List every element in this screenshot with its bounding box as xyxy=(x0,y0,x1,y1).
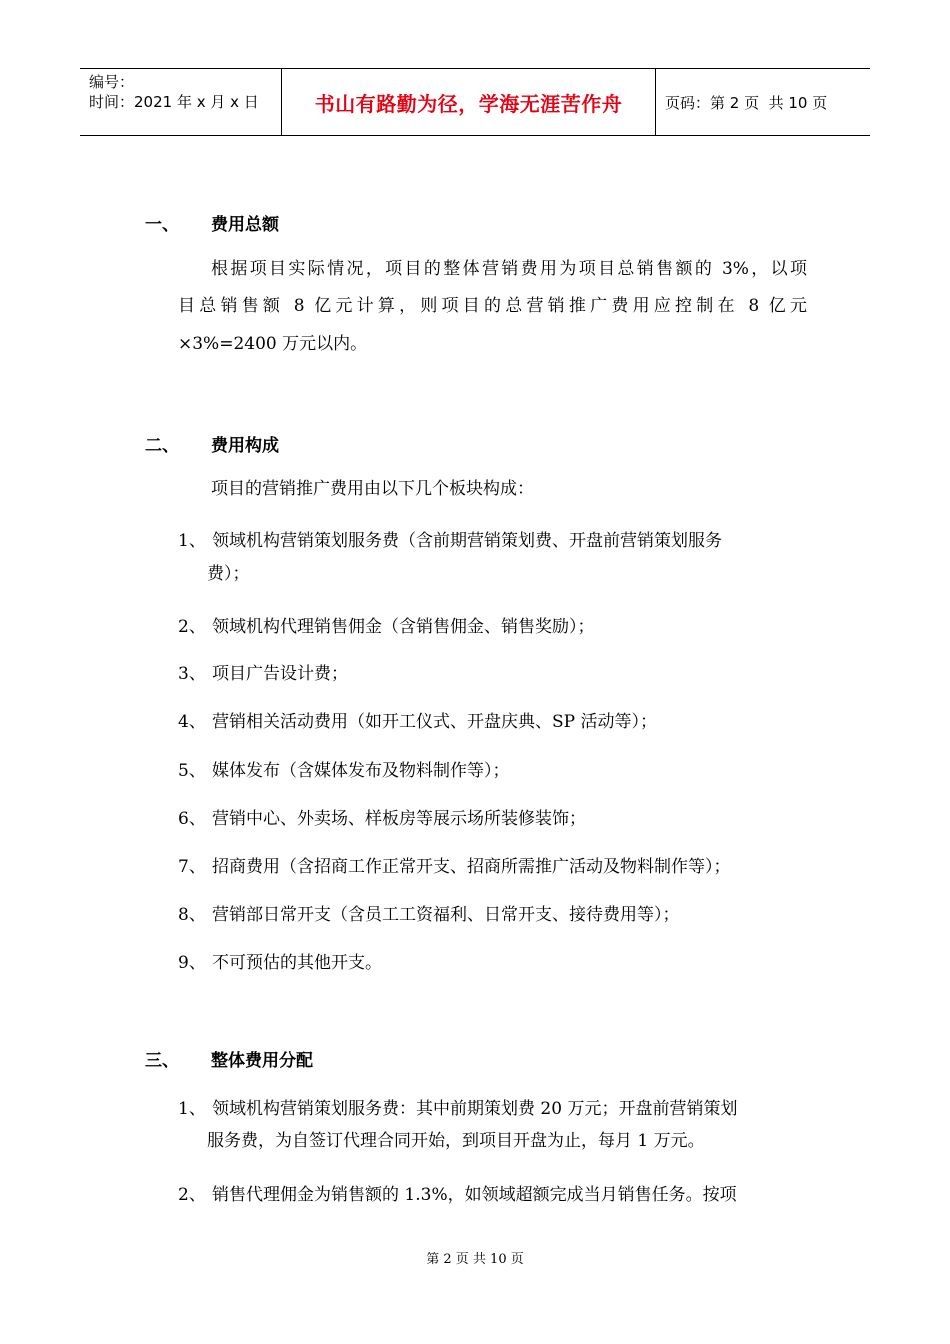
document-header xyxy=(80,68,870,136)
section-heading xyxy=(145,1046,313,1071)
header-meta xyxy=(80,69,282,135)
section-title: 费用构成 xyxy=(211,436,279,456)
page-footer xyxy=(0,1248,950,1267)
list-item-text: 不可预估的其他开支。 xyxy=(212,953,382,973)
footer-page-number: 第 2 页 共 10 页 xyxy=(426,1252,524,1267)
list-item-text: 领域机构营销策划服务费（含前期营销策划费、开盘前营销策划服务 xyxy=(212,531,722,551)
header-page-code xyxy=(656,69,870,135)
list-item-index: 2、 xyxy=(178,1185,206,1205)
section-intro: 项目的营销推广费用由以下几个板块构成： xyxy=(211,479,534,499)
list-item-index: 1、 xyxy=(178,531,206,551)
list-item xyxy=(178,707,657,732)
list-item-text: 领域机构代理销售佣金（含销售佣金、销售奖励）； xyxy=(212,617,595,637)
list-item xyxy=(178,852,731,877)
list-item-continuation: 服务费，为自签订代理合同开始，到项目开盘为止，每月 1 万元。 xyxy=(207,1131,705,1151)
list-item xyxy=(178,900,680,925)
list-item-text: 项目广告设计费； xyxy=(212,664,348,684)
list-item-text: 媒体发布（含媒体发布及物料制作等）； xyxy=(212,761,510,781)
section-title: 整体费用分配 xyxy=(211,1051,313,1071)
paragraph-line: 根据项目实际情况，项目的整体营销费用为项目总销售额的 3%，以项 xyxy=(211,259,807,279)
section-number: 二、 xyxy=(145,436,179,456)
list-item-index: 9、 xyxy=(178,953,206,973)
list-item xyxy=(178,1180,737,1205)
section-heading xyxy=(145,431,279,456)
paragraph-line: ×3%=2400 万元以内。 xyxy=(178,334,368,354)
document-time: 时间：2021 年 x 月 x 日 xyxy=(89,93,259,111)
page-code-text: 页码：第 2 页 共 10 页 xyxy=(665,93,828,112)
list-item-index: 3、 xyxy=(178,664,206,684)
section-title: 费用总额 xyxy=(211,215,279,235)
list-item xyxy=(178,526,722,551)
list-item-index: 4、 xyxy=(178,712,206,732)
paragraph-line: 目总销售额 8 亿元计算，则项目的总营销推广费用应控制在 8 亿元 xyxy=(178,296,807,316)
list-item-text: 招商费用（含招商工作正常开支、招商所需推广活动及物料制作等）； xyxy=(212,857,731,877)
list-item-text: 营销部日常开支（含员工工资福利、日常开支、接待费用等）； xyxy=(212,905,680,925)
section-number: 一、 xyxy=(145,215,179,235)
list-item-text: 领域机构营销策划服务费：其中前期策划费 20 万元；开盘前营销策划 xyxy=(212,1099,738,1119)
list-item xyxy=(178,804,586,829)
list-item xyxy=(178,659,348,684)
list-item-text: 营销相关活动费用（如开工仪式、开盘庆典、SP 活动等）； xyxy=(212,712,657,732)
section-heading xyxy=(145,210,279,235)
document-number: 编号： xyxy=(89,73,135,91)
list-item-index: 6、 xyxy=(178,809,206,829)
header-motto-cell xyxy=(282,69,656,135)
list-item xyxy=(178,948,382,973)
list-item-index: 1、 xyxy=(178,1099,206,1119)
list-item xyxy=(178,612,595,637)
list-item xyxy=(178,756,510,781)
list-item-continuation: 费）； xyxy=(207,564,250,584)
list-item-text: 销售代理佣金为销售额的 1.3%，如领域超额完成当月销售任务。按项 xyxy=(212,1185,737,1205)
list-item xyxy=(178,1094,737,1119)
list-item-text: 营销中心、外卖场、样板房等展示场所装修装饰； xyxy=(212,809,586,829)
list-item-index: 8、 xyxy=(178,905,206,925)
motto: 书山有路勤为径，学海无涯苦作舟 xyxy=(314,91,623,116)
list-item-index: 5、 xyxy=(178,761,206,781)
list-item-index: 7、 xyxy=(178,857,206,877)
section-number: 三、 xyxy=(145,1051,179,1071)
list-item-index: 2、 xyxy=(178,617,206,637)
